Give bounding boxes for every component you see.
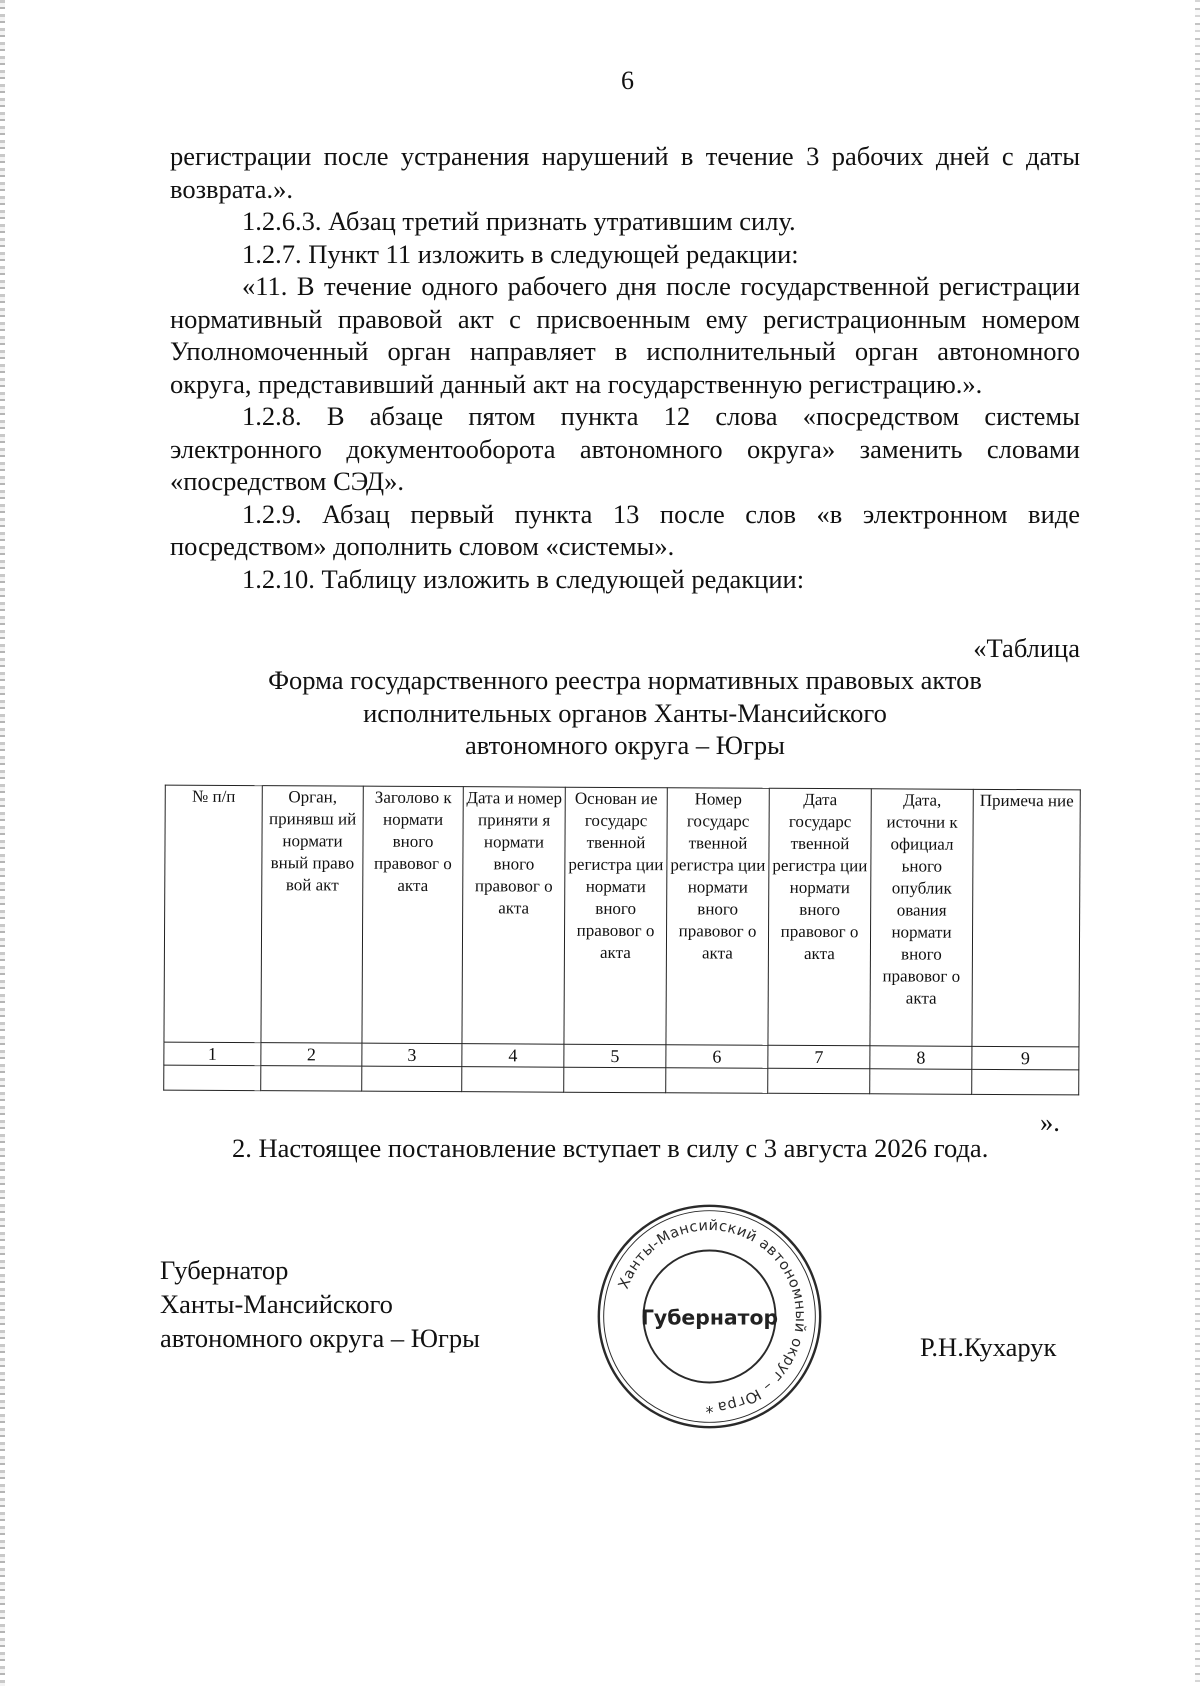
- column-number-cell: 9: [972, 1046, 1079, 1070]
- paragraph-1-2-6-3: 1.2.6.3. Абзац третий признать утратившим силу.: [242, 206, 796, 236]
- body-text: [170, 140, 1080, 595]
- signer-title-line: Губернатор: [160, 1255, 289, 1285]
- signer-title-line: автономного округа – Югры: [160, 1323, 480, 1353]
- column-number-cell: 5: [564, 1044, 666, 1068]
- header-cell: Дата и номер приняти я нормати вного правовог о акта: [462, 787, 565, 1045]
- header-cell: Орган, принявш ий нормати вный право вой акт: [261, 786, 363, 1044]
- enactment-paragraph: 2. Настоящее постановление вступает в силу с 3 августа 2026 года.: [232, 1133, 989, 1163]
- column-number-cell: 1: [164, 1042, 261, 1066]
- header-cell: Дата государс твенной регистра ции нормати вного правовог о акта: [768, 788, 871, 1046]
- paragraph-1-2-10: 1.2.10. Таблицу изложить в следующей редакции:: [242, 563, 805, 594]
- seal-star-icon: *: [705, 1403, 714, 1422]
- empty-cell: [164, 1065, 261, 1091]
- form-title: [200, 664, 1050, 762]
- table-header-row: [164, 785, 1080, 1047]
- paragraph-1-2-9: 1.2.9. Абзац первый пункта 13 после слов «в электронном виде посредством» дополнить словом «системы».: [170, 498, 1080, 561]
- paragraph-1-2-8: 1.2.8. В абзаце пятом пункта 12 слова «посредством системы электронного документооборота автономного округа» заменить словами «посредством СЭД».: [170, 401, 1080, 496]
- registry-table: [163, 785, 1081, 1096]
- form-title-line: автономного округа – Югры: [465, 730, 785, 760]
- empty-cell: [462, 1067, 564, 1093]
- column-number-cell: 4: [462, 1044, 564, 1068]
- empty-cell: [870, 1069, 972, 1095]
- empty-cell: [564, 1067, 666, 1093]
- empty-cell: [972, 1069, 1079, 1095]
- header-cell: Основан ие государс твенной регистра ции нормати вного правовог о акта: [564, 787, 667, 1045]
- empty-cell: [666, 1068, 768, 1094]
- seal-ring-text: Ханты-Мансийский автономный округ – Югра: [615, 1216, 809, 1416]
- closing-quote: ».: [1040, 1107, 1060, 1137]
- paragraph-1-2-7: 1.2.7. Пункт 11 изложить в следующей редакции:: [242, 238, 799, 269]
- form-title-line: исполнительных органов Ханты-Мансийского: [363, 697, 887, 728]
- table-reference: «Таблица: [973, 633, 1080, 663]
- scan-edge-right: [1195, 0, 1200, 1686]
- paragraph-item-11: «11. В течение одного рабочего дня после государственной регистрации нормативный правовой акт с присвоенным ему регистрационным номером Уполномоченный орган направляет в исполнительный орган автономного округа, представивший данный акт на государственную регистрацию.».: [170, 271, 1080, 399]
- header-cell: Дата, источни к официал ьного опублик ования нормати вного правовог о акта: [870, 789, 973, 1047]
- empty-cell: [362, 1066, 462, 1092]
- empty-cell: [768, 1068, 870, 1094]
- column-number-cell: 7: [768, 1045, 870, 1069]
- header-cell: № п/п: [164, 785, 262, 1043]
- header-cell: Примеча ние: [972, 789, 1080, 1047]
- column-number-cell: 8: [870, 1046, 972, 1070]
- paragraph-return-deadline: регистрации после устранения нарушений в течение 3 рабочих дней с даты возврата.».: [170, 141, 1080, 204]
- signatory-name: Р.Н.Кухарук: [920, 1332, 1057, 1362]
- table-empty-row: [164, 1065, 1079, 1095]
- page-number: 6: [621, 66, 634, 95]
- seal-center-text: Губернатор: [640, 1305, 779, 1330]
- official-seal: [593, 1200, 826, 1433]
- empty-cell: [261, 1066, 362, 1092]
- header-cell: Номер государс твенной регистра ции нормати вного правовог о акта: [666, 788, 769, 1046]
- scan-edge-left: [0, 0, 5, 1686]
- signer-title: [160, 1253, 480, 1355]
- form-title-line: Форма государственного реестра нормативных правовых актов: [268, 665, 982, 695]
- column-number-cell: 6: [666, 1045, 768, 1069]
- column-number-cell: 2: [261, 1043, 362, 1067]
- signer-title-line: Ханты-Мансийского: [160, 1289, 393, 1319]
- header-cell: Заголово к нормати вного правовог о акта: [362, 786, 463, 1044]
- column-number-cell: 3: [362, 1043, 462, 1067]
